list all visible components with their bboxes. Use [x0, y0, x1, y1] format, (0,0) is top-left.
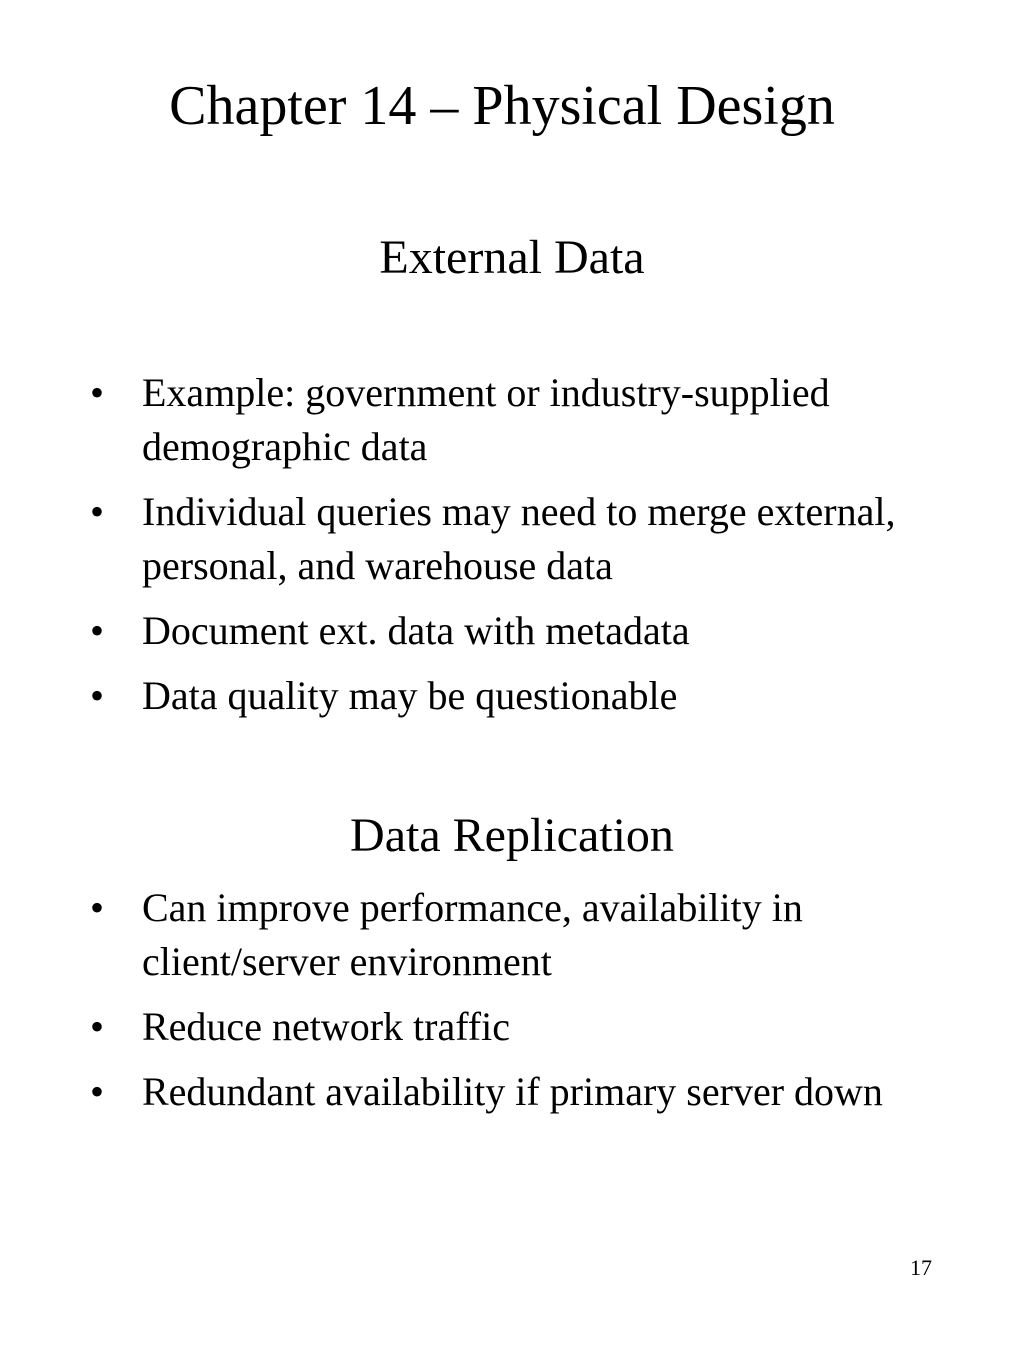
bullet-text: Data quality may be questionable — [142, 673, 678, 718]
bullet-list-external-data — [0, 366, 1024, 734]
bullet-icon: • — [90, 1069, 105, 1114]
bullet-text: Example: government or industry-supplied demographic data — [142, 370, 830, 469]
bullet-text: Redundant availability if primary server down — [142, 1069, 883, 1114]
list-item — [0, 1000, 1024, 1054]
section-heading-external-data: External Data — [379, 231, 645, 284]
bullet-icon: • — [90, 608, 105, 653]
bullet-text: Individual queries may need to merge external, personal, and warehouse data — [142, 489, 896, 588]
list-item — [0, 485, 1024, 593]
slide-title: Chapter 14 – Physical Design — [169, 75, 835, 137]
page-number: 17 — [910, 1255, 932, 1280]
list-item — [0, 604, 1024, 658]
list-item — [0, 669, 1024, 723]
list-item — [0, 366, 1024, 474]
bullet-text: Document ext. data with metadata — [142, 608, 690, 653]
bullet-icon: • — [90, 885, 105, 930]
list-item — [0, 881, 1024, 989]
bullet-icon: • — [90, 370, 105, 415]
bullet-icon: • — [90, 1004, 105, 1049]
section-heading-data-replication: Data Replication — [350, 809, 674, 862]
bullet-icon: • — [90, 489, 105, 534]
bullet-text: Reduce network traffic — [142, 1004, 510, 1049]
bullet-list-data-replication — [0, 881, 1024, 1130]
list-item — [0, 1065, 1024, 1119]
bullet-text: Can improve performance, availability in client/server environment — [142, 885, 803, 984]
bullet-icon: • — [90, 673, 105, 718]
